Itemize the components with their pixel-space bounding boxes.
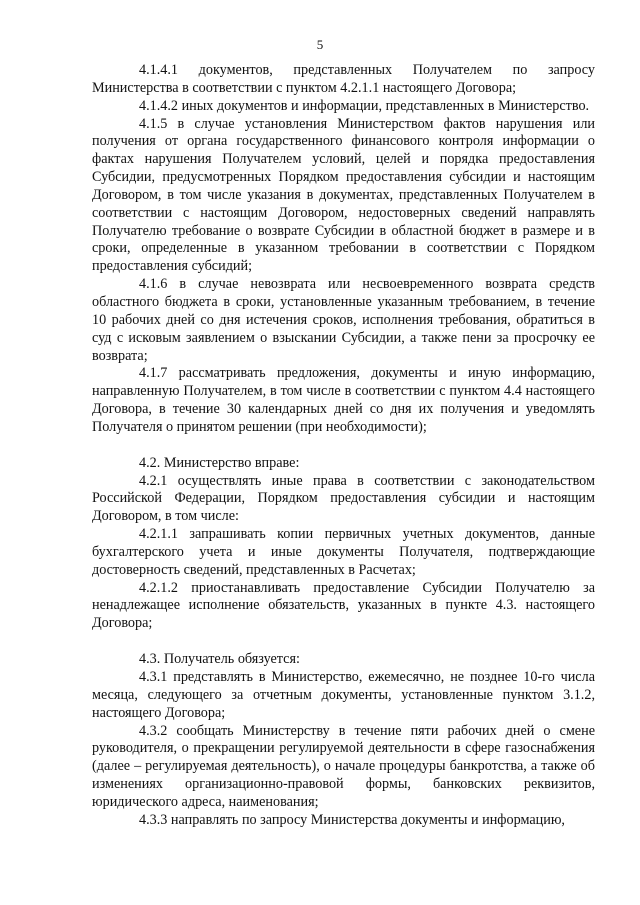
document-body <box>92 62 595 830</box>
section-spacer <box>92 437 595 455</box>
paragraph-4-1-4-2: 4.1.4.2 иных документов и информации, представленных в Министерство. <box>139 97 590 114</box>
paragraph-4-1-5: 4.1.5 в случае установления Министерством фактов нарушения или получения от органа государственного финансового контроля информации о фактах нарушения Получателем условий, целей и порядка предоставления Субсидии, предусмотренных Порядком предоставления субсидии и настоящим Договором, в том числе указания в документах, представленных Получателем в соответствии с настоящим Договором, недостоверных сведений направлять Получателю требование о возврате Субсидии в областной бюджет в размере и в сроки, определенные в указанном требовании в соответствии с Порядком предоставления субсидий; <box>92 115 595 275</box>
paragraph-4-1-6: 4.1.6 в случае невозврата или несвоевременного возврата средств областного бюджета в сроки, установленные указанным требованием, в течение 10 рабочих дней со дня истечения сроков, исполнения требования, обратиться в суд с исковым заявлением о взыскании Субсидии, а также пени за просрочку ее возврата; <box>92 276 595 364</box>
paragraph-4-1-7: 4.1.7 рассматривать предложения, документы и иную информацию, направленную Получателем, в том числе в соответствии с пунктом 4.4 настоящего Договора, в течение 30 календарных дней со дня их получения и уведомлять Получателя о принятом решении (при необходимости); <box>92 365 595 435</box>
paragraph-4-2-1: 4.2.1 осуществлять иные права в соответствии с законодательством Российской Федерации, Порядком предоставления субсидии и настоящим Договором, в том числе: <box>92 472 595 525</box>
section-spacer <box>92 633 595 651</box>
paragraph-4-2-1-1: 4.2.1.1 запрашивать копии первичных учетных документов, данные бухгалтерского учета и иные документы Получателя, подтверждающие достоверность сведений, представленных в Расчетах; <box>92 526 595 578</box>
paragraph-4-3-2: 4.3.2 сообщать Министерству в течение пяти рабочих дней о смене руководителя, о прекращении регулируемой деятельности в сфере газоснабжения (далее – регулируемая деятельность), о начале процедуры банкротства, а также об изменениях организационно-правовой формы, банковских реквизитов, юридического адреса, наименования; <box>92 722 595 810</box>
paragraph-4-3-1: 4.3.1 представлять в Министерство, ежемесячно, не позднее 10-го числа месяца, следующего за отчетным документы, установленные пунктом 3.1.2, настоящего Договора; <box>92 669 595 721</box>
section-heading-4-3: 4.3. Получатель обязуется: <box>139 651 300 668</box>
paragraph-4-1-4-1: 4.1.4.1 документов, представленных Получателем по запросу Министерства в соответствии с пунктом 4.2.1.1 настоящего Договора; <box>92 62 595 96</box>
section-heading-4-2: 4.2. Министерство вправе: <box>139 454 300 471</box>
paragraph-4-3-3: 4.3.3 направлять по запросу Министерства документы и информацию, <box>139 811 565 828</box>
paragraph-4-2-1-2: 4.2.1.2 приостанавливать предоставление Субсидии Получателю за ненадлежащее исполнение обязательств, указанных в пункте 4.3. настоящего Договора; <box>92 579 595 632</box>
page-number: 5 <box>316 37 324 52</box>
